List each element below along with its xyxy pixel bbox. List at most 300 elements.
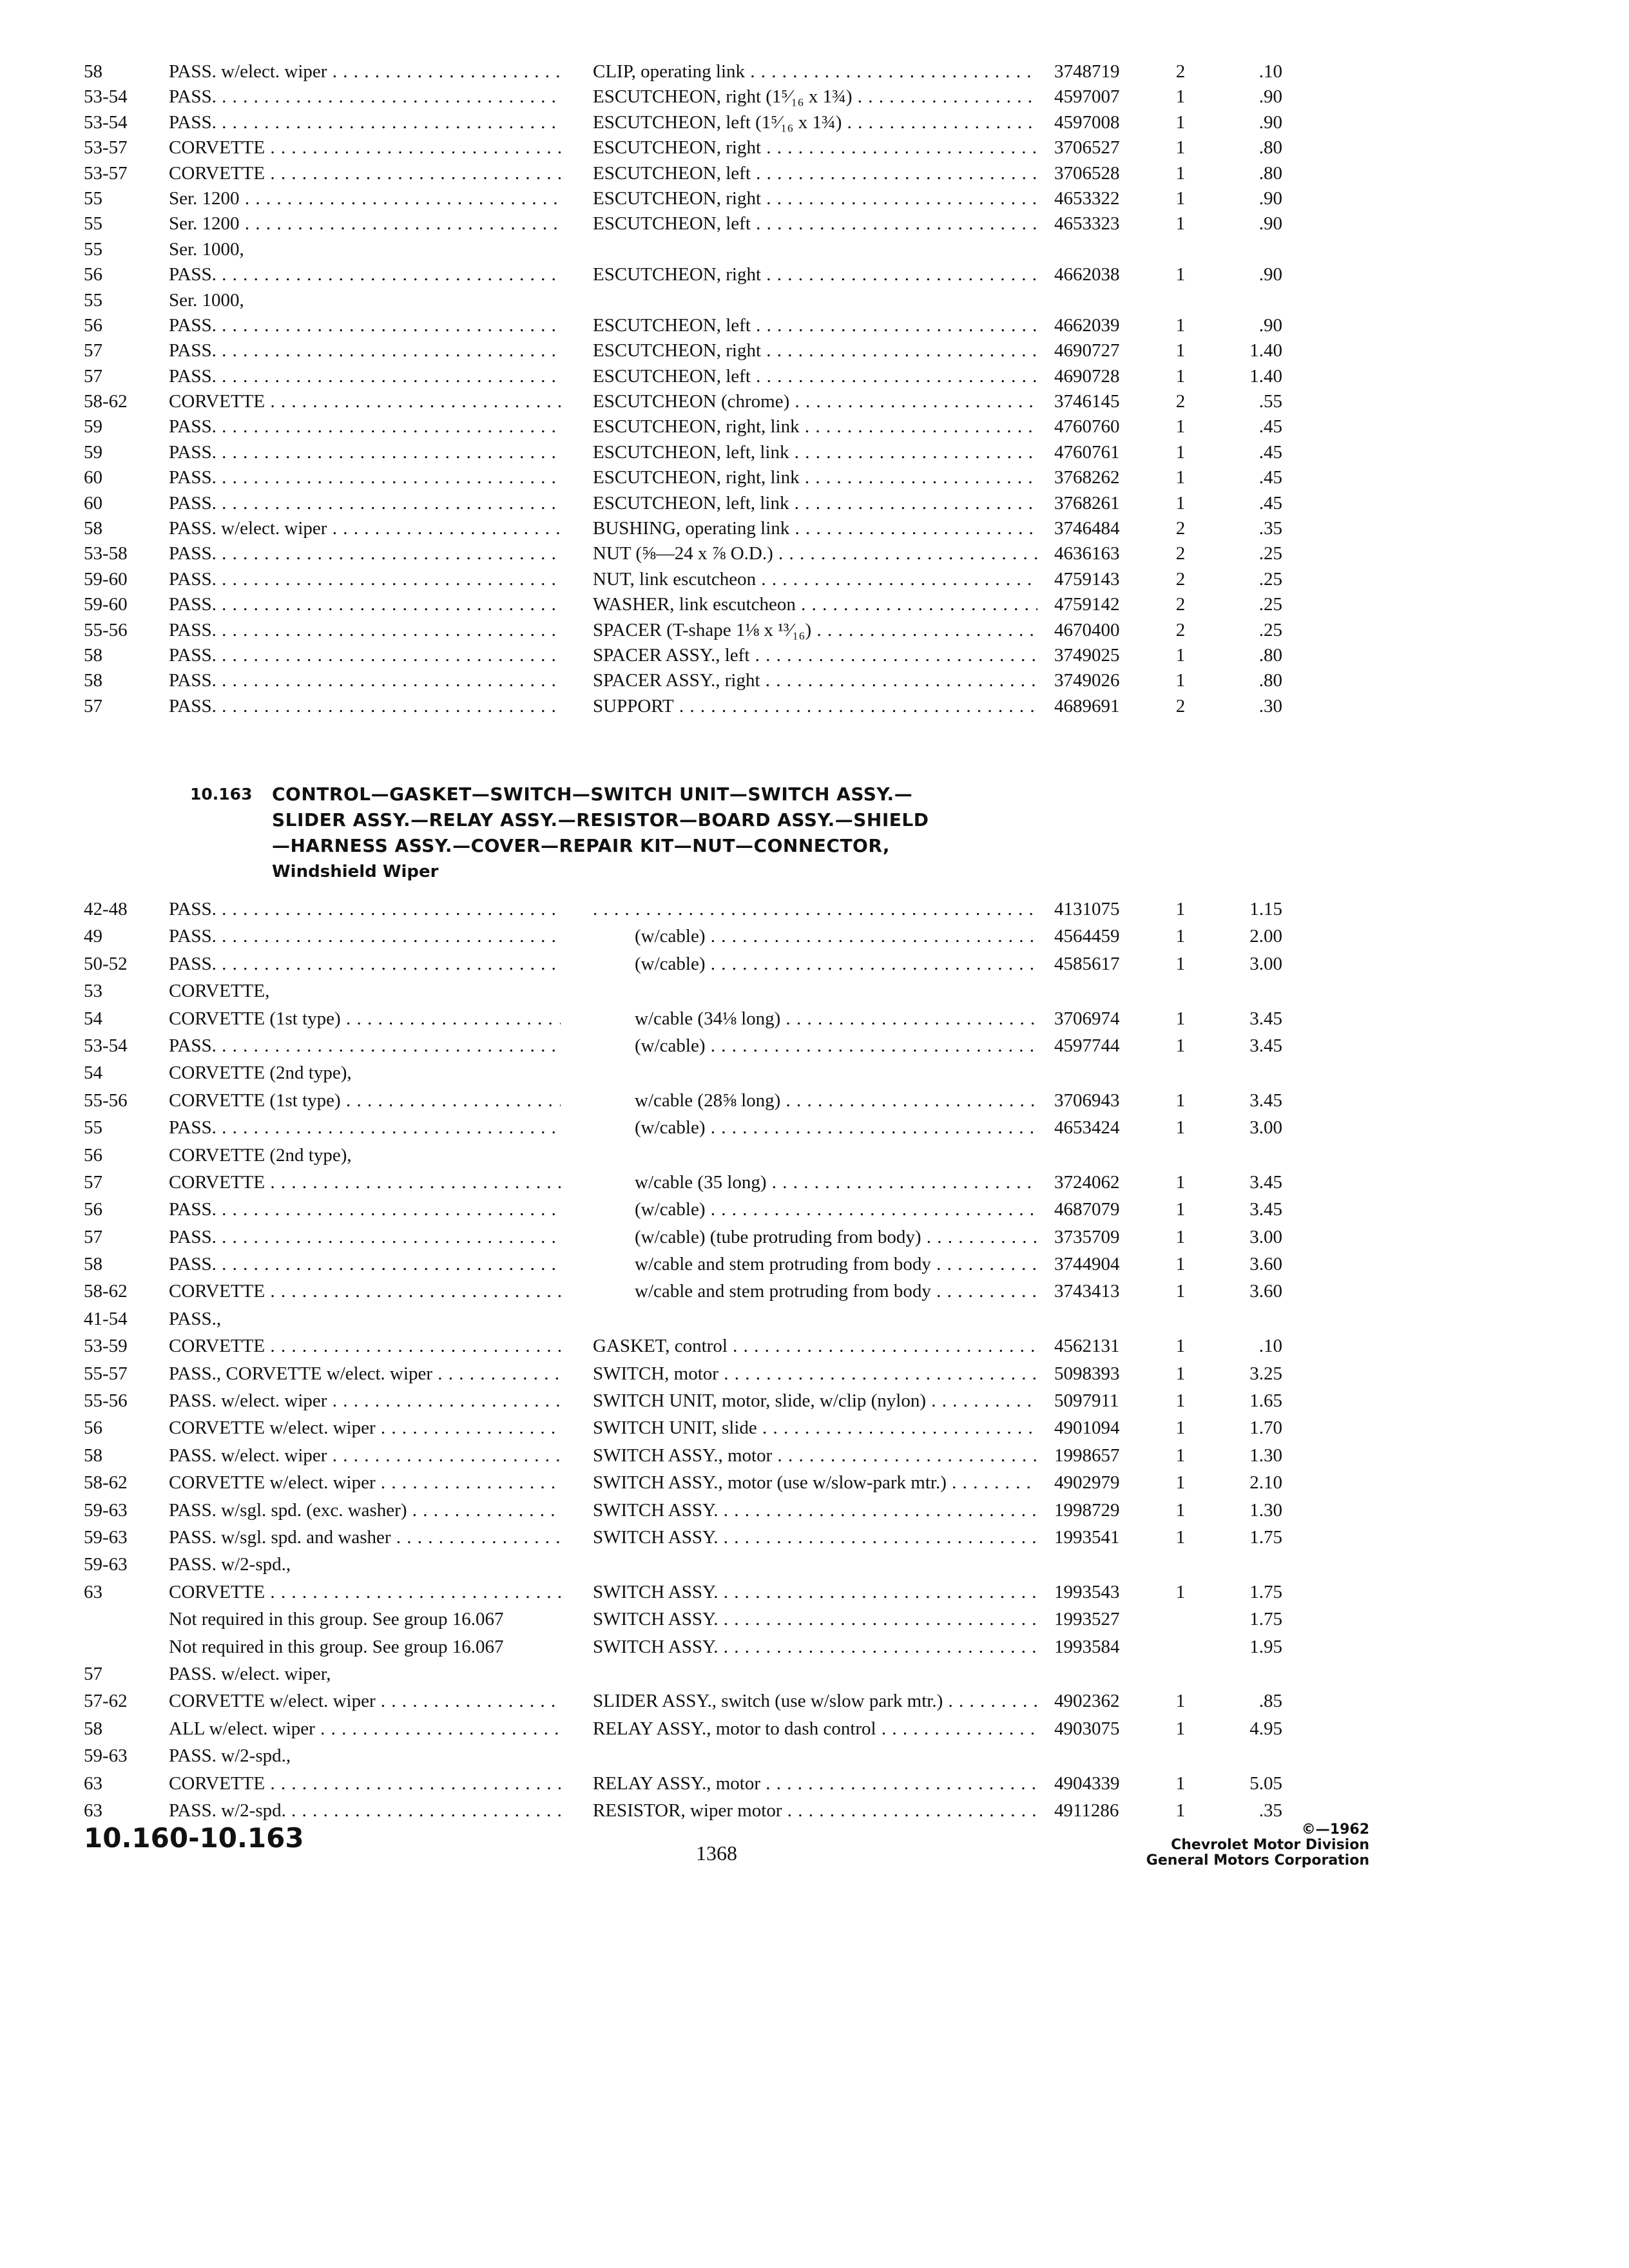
price-cell: .90 [1258, 264, 1282, 285]
part-number-cell: 1998657 [1054, 1445, 1120, 1466]
years-cell: 59 [84, 441, 102, 463]
quantity-cell: 1 [1175, 1090, 1186, 1111]
application-cell: PASS. . . . [169, 950, 561, 977]
application-cell: Ser. 1000, [169, 289, 244, 311]
description-cell: ESCUTCHEON, right (1⁵⁄₁₆ x 1¾) . . . [593, 84, 1037, 110]
parts-row [0, 313, 1629, 338]
quantity-cell: 1 [1175, 314, 1186, 336]
part-number-cell: 3746145 [1054, 391, 1120, 412]
application-cell: PASS., [169, 1308, 222, 1329]
price-cell: 1.40 [1249, 340, 1282, 361]
part-number-cell: 4653322 [1054, 187, 1120, 209]
application-cell: Ser. 1200 . . . [169, 211, 561, 236]
application-cell: CORVETTE . . . [169, 1770, 561, 1797]
parts-row [0, 135, 1629, 160]
quantity-cell: 1 [1175, 1718, 1186, 1739]
price-cell: .25 [1258, 619, 1282, 640]
application-cell: CORVETTE w/elect. wiper . . . [169, 1469, 561, 1496]
quantity-cell: 1 [1175, 1800, 1186, 1821]
years-cell: 58 [84, 644, 102, 666]
part-number-cell: 4131075 [1054, 899, 1120, 919]
description-cell: CLIP, operating link . . . [593, 59, 1037, 84]
parts-row [0, 1005, 1629, 1032]
footer-copyright [1095, 1822, 1369, 1869]
description-cell: SWITCH UNIT, motor, slide, w/clip (nylon) . . . [593, 1387, 1037, 1414]
parts-row [0, 262, 1629, 287]
part-number-cell: 4690728 [1054, 365, 1120, 387]
section-title-line: CONTROL—GASKET—SWITCH—SWITCH UNIT—SWITCH ASSY.— [272, 783, 913, 805]
description-cell: ESCUTCHEON (chrome) . . . [593, 389, 1037, 414]
description-cell: ESCUTCHEON, left, link . . . [593, 440, 1037, 465]
part-number-cell: 3724062 [1054, 1171, 1120, 1193]
price-cell: .80 [1258, 137, 1282, 159]
description-cell: RELAY ASSY., motor . . . [593, 1770, 1037, 1797]
quantity-cell: 1 [1175, 1445, 1186, 1466]
part-number-cell: 4759142 [1054, 594, 1120, 615]
description-cell: SWITCH ASSY. . . . [593, 1606, 1037, 1633]
application-cell: CORVETTE w/elect. wiper . . . [169, 1414, 561, 1441]
years-cell: 56 [84, 264, 102, 285]
part-number-cell: 4902979 [1054, 1472, 1120, 1494]
price-cell: .90 [1258, 213, 1282, 235]
part-number-cell: 3749026 [1054, 670, 1120, 691]
part-number-cell: 1993527 [1054, 1609, 1120, 1630]
parts-row [0, 364, 1629, 389]
quantity-cell: 2 [1175, 594, 1186, 615]
price-cell: 3.25 [1249, 1363, 1282, 1384]
part-number-cell: 4662038 [1054, 264, 1120, 285]
parts-row [0, 694, 1629, 719]
parts-row [0, 110, 1629, 135]
quantity-cell: 1 [1175, 137, 1186, 159]
application-cell: PASS. . . . [169, 618, 561, 643]
part-number-cell: 4662039 [1054, 314, 1120, 336]
years-cell: 41-54 [84, 1308, 128, 1329]
description-cell: (w/cable) . . . [635, 1196, 1037, 1223]
description-cell: (w/cable) . . . [635, 1032, 1037, 1059]
years-cell: 53-57 [84, 162, 128, 184]
parts-row [0, 567, 1629, 592]
parts-row [0, 389, 1629, 414]
years-cell: 55 [84, 238, 102, 260]
parts-row [0, 977, 1629, 1004]
quantity-cell: 1 [1175, 644, 1186, 666]
parts-row [0, 491, 1629, 516]
quantity-cell: 1 [1175, 365, 1186, 387]
parts-row [0, 896, 1629, 923]
parts-row [0, 84, 1629, 110]
parts-row [0, 1114, 1629, 1141]
application-cell: PASS. w/2-spd., [169, 1745, 291, 1767]
years-cell: 55 [84, 213, 102, 235]
parts-row [0, 288, 1629, 313]
price-cell: .25 [1258, 594, 1282, 615]
application-cell: PASS. w/2-spd. . . . [169, 1797, 561, 1824]
part-number-cell: 4597007 [1054, 86, 1120, 108]
description-cell: SWITCH ASSY. . . . [593, 1579, 1037, 1606]
application-cell: CORVETTE, [169, 981, 270, 1002]
application-cell: CORVETTE . . . [169, 1169, 561, 1196]
description-cell: SWITCH ASSY., motor . . . [593, 1442, 1037, 1469]
application-cell: PASS. . . . [169, 1251, 561, 1278]
quantity-cell: 1 [1175, 1691, 1186, 1712]
description-cell: BUSHING, operating link . . . [593, 516, 1037, 541]
description-cell: ESCUTCHEON, left . . . [593, 211, 1037, 236]
description-cell: ESCUTCHEON, right . . . [593, 338, 1037, 363]
application-cell: PASS. w/elect. wiper, [169, 1663, 331, 1684]
parts-row [0, 1169, 1629, 1196]
description-cell: SWITCH ASSY., motor (use w/slow-park mtr.) . . . [593, 1469, 1037, 1496]
application-cell: PASS. . . . [169, 465, 561, 490]
parts-row [0, 59, 1629, 84]
price-cell: 5.05 [1249, 1773, 1282, 1794]
description-cell: SWITCH UNIT, slide . . . [593, 1414, 1037, 1441]
years-cell: 55 [84, 1117, 102, 1139]
price-cell: .90 [1258, 111, 1282, 133]
description-cell: ESCUTCHEON, right, link . . . [593, 414, 1037, 439]
copyright-corporation: General Motors Corporation [1146, 1852, 1369, 1869]
description-cell: (w/cable) . . . [635, 950, 1037, 977]
years-cell: 58 [84, 61, 102, 82]
quantity-cell: 1 [1175, 213, 1186, 235]
years-cell: 58 [84, 1718, 102, 1739]
parts-row [0, 668, 1629, 693]
application-cell: Ser. 1200 . . . [169, 186, 561, 211]
quantity-cell: 1 [1175, 416, 1186, 437]
price-cell: 2.00 [1249, 926, 1282, 947]
years-cell: 63 [84, 1773, 102, 1794]
quantity-cell: 1 [1175, 1254, 1186, 1275]
description-cell: w/cable (34⅛ long) . . . [635, 1005, 1037, 1032]
parts-row [0, 1742, 1629, 1769]
description-cell: w/cable and stem protruding from body . . . [635, 1251, 1037, 1278]
years-cell: 58-62 [84, 391, 128, 412]
application-cell: Ser. 1000, [169, 238, 244, 260]
parts-row [0, 516, 1629, 541]
parts-row [0, 1770, 1629, 1797]
quantity-cell: 1 [1175, 1363, 1186, 1384]
parts-row [0, 1087, 1629, 1114]
application-cell: PASS. . . . [169, 1224, 561, 1251]
years-cell: 57 [84, 340, 102, 361]
years-cell: 58-62 [84, 1472, 128, 1494]
price-cell: .90 [1258, 187, 1282, 209]
years-cell: 55 [84, 187, 102, 209]
parts-row [0, 618, 1629, 643]
parts-row [0, 541, 1629, 566]
years-cell: 57 [84, 365, 102, 387]
section-title-line: SLIDER ASSY.—RELAY ASSY.—RESISTOR—BOARD ASSY.—SHIELD [272, 809, 929, 831]
part-number-cell: 1993584 [1054, 1636, 1120, 1657]
parts-row [0, 1278, 1629, 1305]
application-cell: PASS. . . . [169, 84, 561, 110]
application-cell: CORVETTE (1st type) . . . [169, 1005, 561, 1032]
application-cell: CORVETTE . . . [169, 135, 561, 160]
years-cell: 57 [84, 1226, 102, 1247]
application-cell: ALL w/elect. wiper . . . [169, 1715, 561, 1742]
quantity-cell: 1 [1175, 86, 1186, 108]
quantity-cell: 2 [1175, 695, 1186, 716]
parts-row [0, 1606, 1629, 1633]
price-cell: .55 [1258, 391, 1282, 412]
copyright-division: Chevrolet Motor Division [1171, 1837, 1369, 1853]
application-cell: PASS. . . . [169, 414, 561, 439]
part-number-cell: 4903075 [1054, 1718, 1120, 1739]
price-cell: 1.40 [1249, 365, 1282, 387]
description-cell: w/cable (35 long) . . . [635, 1169, 1037, 1196]
part-number-cell: 1993543 [1054, 1581, 1120, 1602]
parts-row [0, 923, 1629, 950]
application-cell: PASS. w/sgl. spd. and washer . . . [169, 1524, 561, 1551]
parts-row [0, 1497, 1629, 1524]
price-cell: .80 [1258, 162, 1282, 184]
price-cell: 1.65 [1249, 1390, 1282, 1412]
application-cell: PASS. . . . [169, 668, 561, 693]
quantity-cell: 1 [1175, 111, 1186, 133]
parts-row [0, 1797, 1629, 1824]
application-cell: PASS. . . . [169, 592, 561, 617]
quantity-cell: 2 [1175, 568, 1186, 590]
part-number-cell: 4901094 [1054, 1418, 1120, 1439]
part-number-cell: 3749025 [1054, 644, 1120, 666]
part-number-cell: 3735709 [1054, 1226, 1120, 1247]
years-cell: 56 [84, 1199, 102, 1220]
price-cell: 3.00 [1249, 953, 1282, 974]
price-cell: 1.70 [1249, 1418, 1282, 1439]
description-cell: SPACER ASSY., left . . . [593, 643, 1037, 668]
price-cell: .45 [1258, 441, 1282, 463]
application-cell: PASS. . . . [169, 110, 561, 135]
parts-row [0, 592, 1629, 617]
footer-group-range: 10.160-10.163 [84, 1822, 304, 1854]
years-cell: 53-59 [84, 1336, 128, 1357]
description-cell: (w/cable) . . . [635, 923, 1037, 950]
price-cell: 1.75 [1249, 1609, 1282, 1630]
part-number-cell: 4585617 [1054, 953, 1120, 974]
part-number-cell: 4760761 [1054, 441, 1120, 463]
years-cell: 42-48 [84, 899, 128, 919]
application-cell: PASS. . . . [169, 1032, 561, 1059]
description-cell: SPACER (T-shape 1⅛ x ¹³⁄₁₆) . . . [593, 618, 1037, 643]
parts-row [0, 1251, 1629, 1278]
part-number-cell: 3706527 [1054, 137, 1120, 159]
application-cell: CORVETTE (2nd type), [169, 1062, 352, 1084]
years-cell: 55-56 [84, 1390, 128, 1412]
part-number-cell: 3706974 [1054, 1008, 1120, 1029]
parts-row [0, 440, 1629, 465]
price-cell: 3.00 [1249, 1226, 1282, 1247]
application-cell: PASS. . . . [169, 262, 561, 287]
part-number-cell: 4653424 [1054, 1117, 1120, 1139]
quantity-cell: 1 [1175, 1472, 1186, 1494]
parts-row [0, 186, 1629, 211]
price-cell: .90 [1258, 314, 1282, 336]
price-cell: 1.75 [1249, 1581, 1282, 1602]
price-cell: 3.45 [1249, 1199, 1282, 1220]
quantity-cell: 1 [1175, 1418, 1186, 1439]
application-cell: PASS. . . . [169, 491, 561, 516]
parts-row [0, 1332, 1629, 1360]
description-cell: SWITCH ASSY. . . . [593, 1633, 1037, 1660]
application-cell: PASS. . . . [169, 1196, 561, 1223]
quantity-cell: 1 [1175, 340, 1186, 361]
description-cell: SUPPORT . . . [593, 694, 1037, 719]
years-cell: 57 [84, 1171, 102, 1193]
application-cell: CORVETTE (1st type) . . . [169, 1087, 561, 1114]
parts-row [0, 1469, 1629, 1496]
price-cell: .35 [1258, 1800, 1282, 1821]
price-cell: 3.00 [1249, 1117, 1282, 1139]
quantity-cell: 1 [1175, 264, 1186, 285]
quantity-cell: 1 [1175, 1390, 1186, 1412]
part-number-cell: 4564459 [1054, 926, 1120, 947]
price-cell: .35 [1258, 518, 1282, 539]
description-cell: SWITCH ASSY. . . . [593, 1497, 1037, 1524]
application-cell: PASS. . . . [169, 364, 561, 389]
quantity-cell: 1 [1175, 1499, 1186, 1521]
quantity-cell: 1 [1175, 162, 1186, 184]
price-cell: 1.95 [1249, 1636, 1282, 1657]
parts-row [0, 1551, 1629, 1578]
years-cell: 55-56 [84, 619, 128, 640]
description-cell: (w/cable) (tube protruding from body) . . . [635, 1224, 1037, 1251]
price-cell: 1.75 [1249, 1526, 1282, 1548]
quantity-cell: 2 [1175, 518, 1186, 539]
description-cell: w/cable (28⅝ long) . . . [635, 1087, 1037, 1114]
years-cell: 58 [84, 1254, 102, 1275]
part-number-cell: 1993541 [1054, 1526, 1120, 1548]
description-cell: RELAY ASSY., motor to dash control . . . [593, 1715, 1037, 1742]
years-cell: 58 [84, 1445, 102, 1466]
years-cell: 53-54 [84, 86, 128, 108]
part-number-cell: 3743413 [1054, 1281, 1120, 1302]
part-number-cell: 3744904 [1054, 1254, 1120, 1275]
description-cell: ESCUTCHEON, left, link . . . [593, 491, 1037, 516]
application-cell: PASS. w/sgl. spd. (exc. washer) . . . [169, 1497, 561, 1524]
years-cell: 60 [84, 492, 102, 514]
part-number-cell: 4759143 [1054, 568, 1120, 590]
parts-row [0, 338, 1629, 363]
parts-row [0, 1305, 1629, 1332]
years-cell: 58 [84, 518, 102, 539]
years-cell: 56 [84, 1418, 102, 1439]
parts-row [0, 1524, 1629, 1551]
description-cell: ESCUTCHEON, right . . . [593, 262, 1037, 287]
years-cell: 53-54 [84, 111, 128, 133]
application-cell: PASS. . . . [169, 643, 561, 668]
parts-row [0, 237, 1629, 262]
description-cell: SWITCH, motor . . . [593, 1360, 1037, 1387]
part-number-cell: 4653323 [1054, 213, 1120, 235]
part-number-cell: 4911286 [1054, 1800, 1119, 1821]
application-cell: CORVETTE (2nd type), [169, 1144, 352, 1166]
application-cell: CORVETTE . . . [169, 1579, 561, 1606]
years-cell: 56 [84, 314, 102, 336]
years-cell: 54 [84, 1008, 102, 1029]
section-subtitle: Windshield Wiper [272, 862, 439, 881]
application-cell: Not required in this group. See group 16.067 [169, 1609, 504, 1630]
years-cell: 58-62 [84, 1281, 128, 1302]
parts-row [0, 1442, 1629, 1469]
quantity-cell: 1 [1175, 1171, 1186, 1193]
application-cell: PASS. . . . [169, 338, 561, 363]
part-number-cell: 5097911 [1054, 1390, 1119, 1412]
description-cell: ESCUTCHEON, right, link . . . [593, 465, 1037, 490]
quantity-cell: 1 [1175, 1199, 1186, 1220]
parts-row [0, 643, 1629, 668]
application-cell: PASS. . . . [169, 923, 561, 950]
description-cell: ESCUTCHEON, left (1⁵⁄₁₆ x 1¾) . . . [593, 110, 1037, 135]
application-cell: PASS., CORVETTE w/elect. wiper . . . [169, 1360, 561, 1387]
years-cell: 57 [84, 695, 102, 716]
application-cell: CORVETTE . . . [169, 1332, 561, 1360]
copyright-year: ©—1962 [1301, 1821, 1369, 1838]
application-cell: PASS. w/elect. wiper . . . [169, 1442, 561, 1469]
years-cell: 59-63 [84, 1526, 128, 1548]
quantity-cell: 1 [1175, 187, 1186, 209]
price-cell: .45 [1258, 416, 1282, 437]
price-cell: .10 [1258, 61, 1282, 82]
years-cell: 50-52 [84, 953, 128, 974]
price-cell: .80 [1258, 670, 1282, 691]
description-cell: SWITCH ASSY. . . . [593, 1524, 1037, 1551]
application-cell: PASS. w/elect. wiper . . . [169, 1387, 561, 1414]
quantity-cell: 1 [1175, 899, 1186, 919]
description-cell: NUT, link escutcheon . . . [593, 567, 1037, 592]
price-cell: .30 [1258, 695, 1282, 716]
price-cell: .25 [1258, 543, 1282, 564]
years-cell: 53-54 [84, 1035, 128, 1056]
price-cell: .90 [1258, 86, 1282, 108]
part-number-cell: 3748719 [1054, 61, 1120, 82]
parts-table-section-1 [0, 59, 1629, 719]
section-title [272, 782, 1084, 885]
application-cell: CORVETTE . . . [169, 161, 561, 186]
quantity-cell: 2 [1175, 391, 1186, 412]
section-title-line: —HARNESS ASSY.—COVER—REPAIR KIT—NUT—CONNECTOR, [272, 835, 891, 856]
price-cell: .10 [1258, 1336, 1282, 1357]
application-cell: PASS. . . . [169, 694, 561, 719]
section-number: 10.163 [190, 785, 253, 803]
quantity-cell: 1 [1175, 1581, 1186, 1602]
quantity-cell: 1 [1175, 926, 1186, 947]
part-number-cell: 4670400 [1054, 619, 1120, 640]
years-cell: 55-57 [84, 1363, 128, 1384]
parts-row [0, 414, 1629, 439]
years-cell: 59-63 [84, 1554, 128, 1575]
years-cell: 54 [84, 1062, 102, 1084]
description-cell: NUT (⅝—24 x ⅞ O.D.) . . . [593, 541, 1037, 566]
price-cell: 4.95 [1249, 1718, 1282, 1739]
part-number-cell: 4902362 [1054, 1691, 1120, 1712]
quantity-cell: 1 [1175, 441, 1186, 463]
application-cell: PASS. . . . [169, 567, 561, 592]
price-cell: 2.10 [1249, 1472, 1282, 1494]
years-cell: 55 [84, 289, 102, 311]
years-cell: 59-63 [84, 1499, 128, 1521]
parts-row [0, 1387, 1629, 1414]
parts-row [0, 211, 1629, 236]
years-cell: 63 [84, 1581, 102, 1602]
description-cell: ESCUTCHEON, left . . . [593, 364, 1037, 389]
part-number-cell: 3706943 [1054, 1090, 1120, 1111]
parts-row [0, 1715, 1629, 1742]
years-cell: 56 [84, 1144, 102, 1166]
part-number-cell: 3768261 [1054, 492, 1120, 514]
description-cell: (w/cable) . . . [635, 1114, 1037, 1141]
part-number-cell: 1998729 [1054, 1499, 1120, 1521]
description-cell: SPACER ASSY., right . . . [593, 668, 1037, 693]
